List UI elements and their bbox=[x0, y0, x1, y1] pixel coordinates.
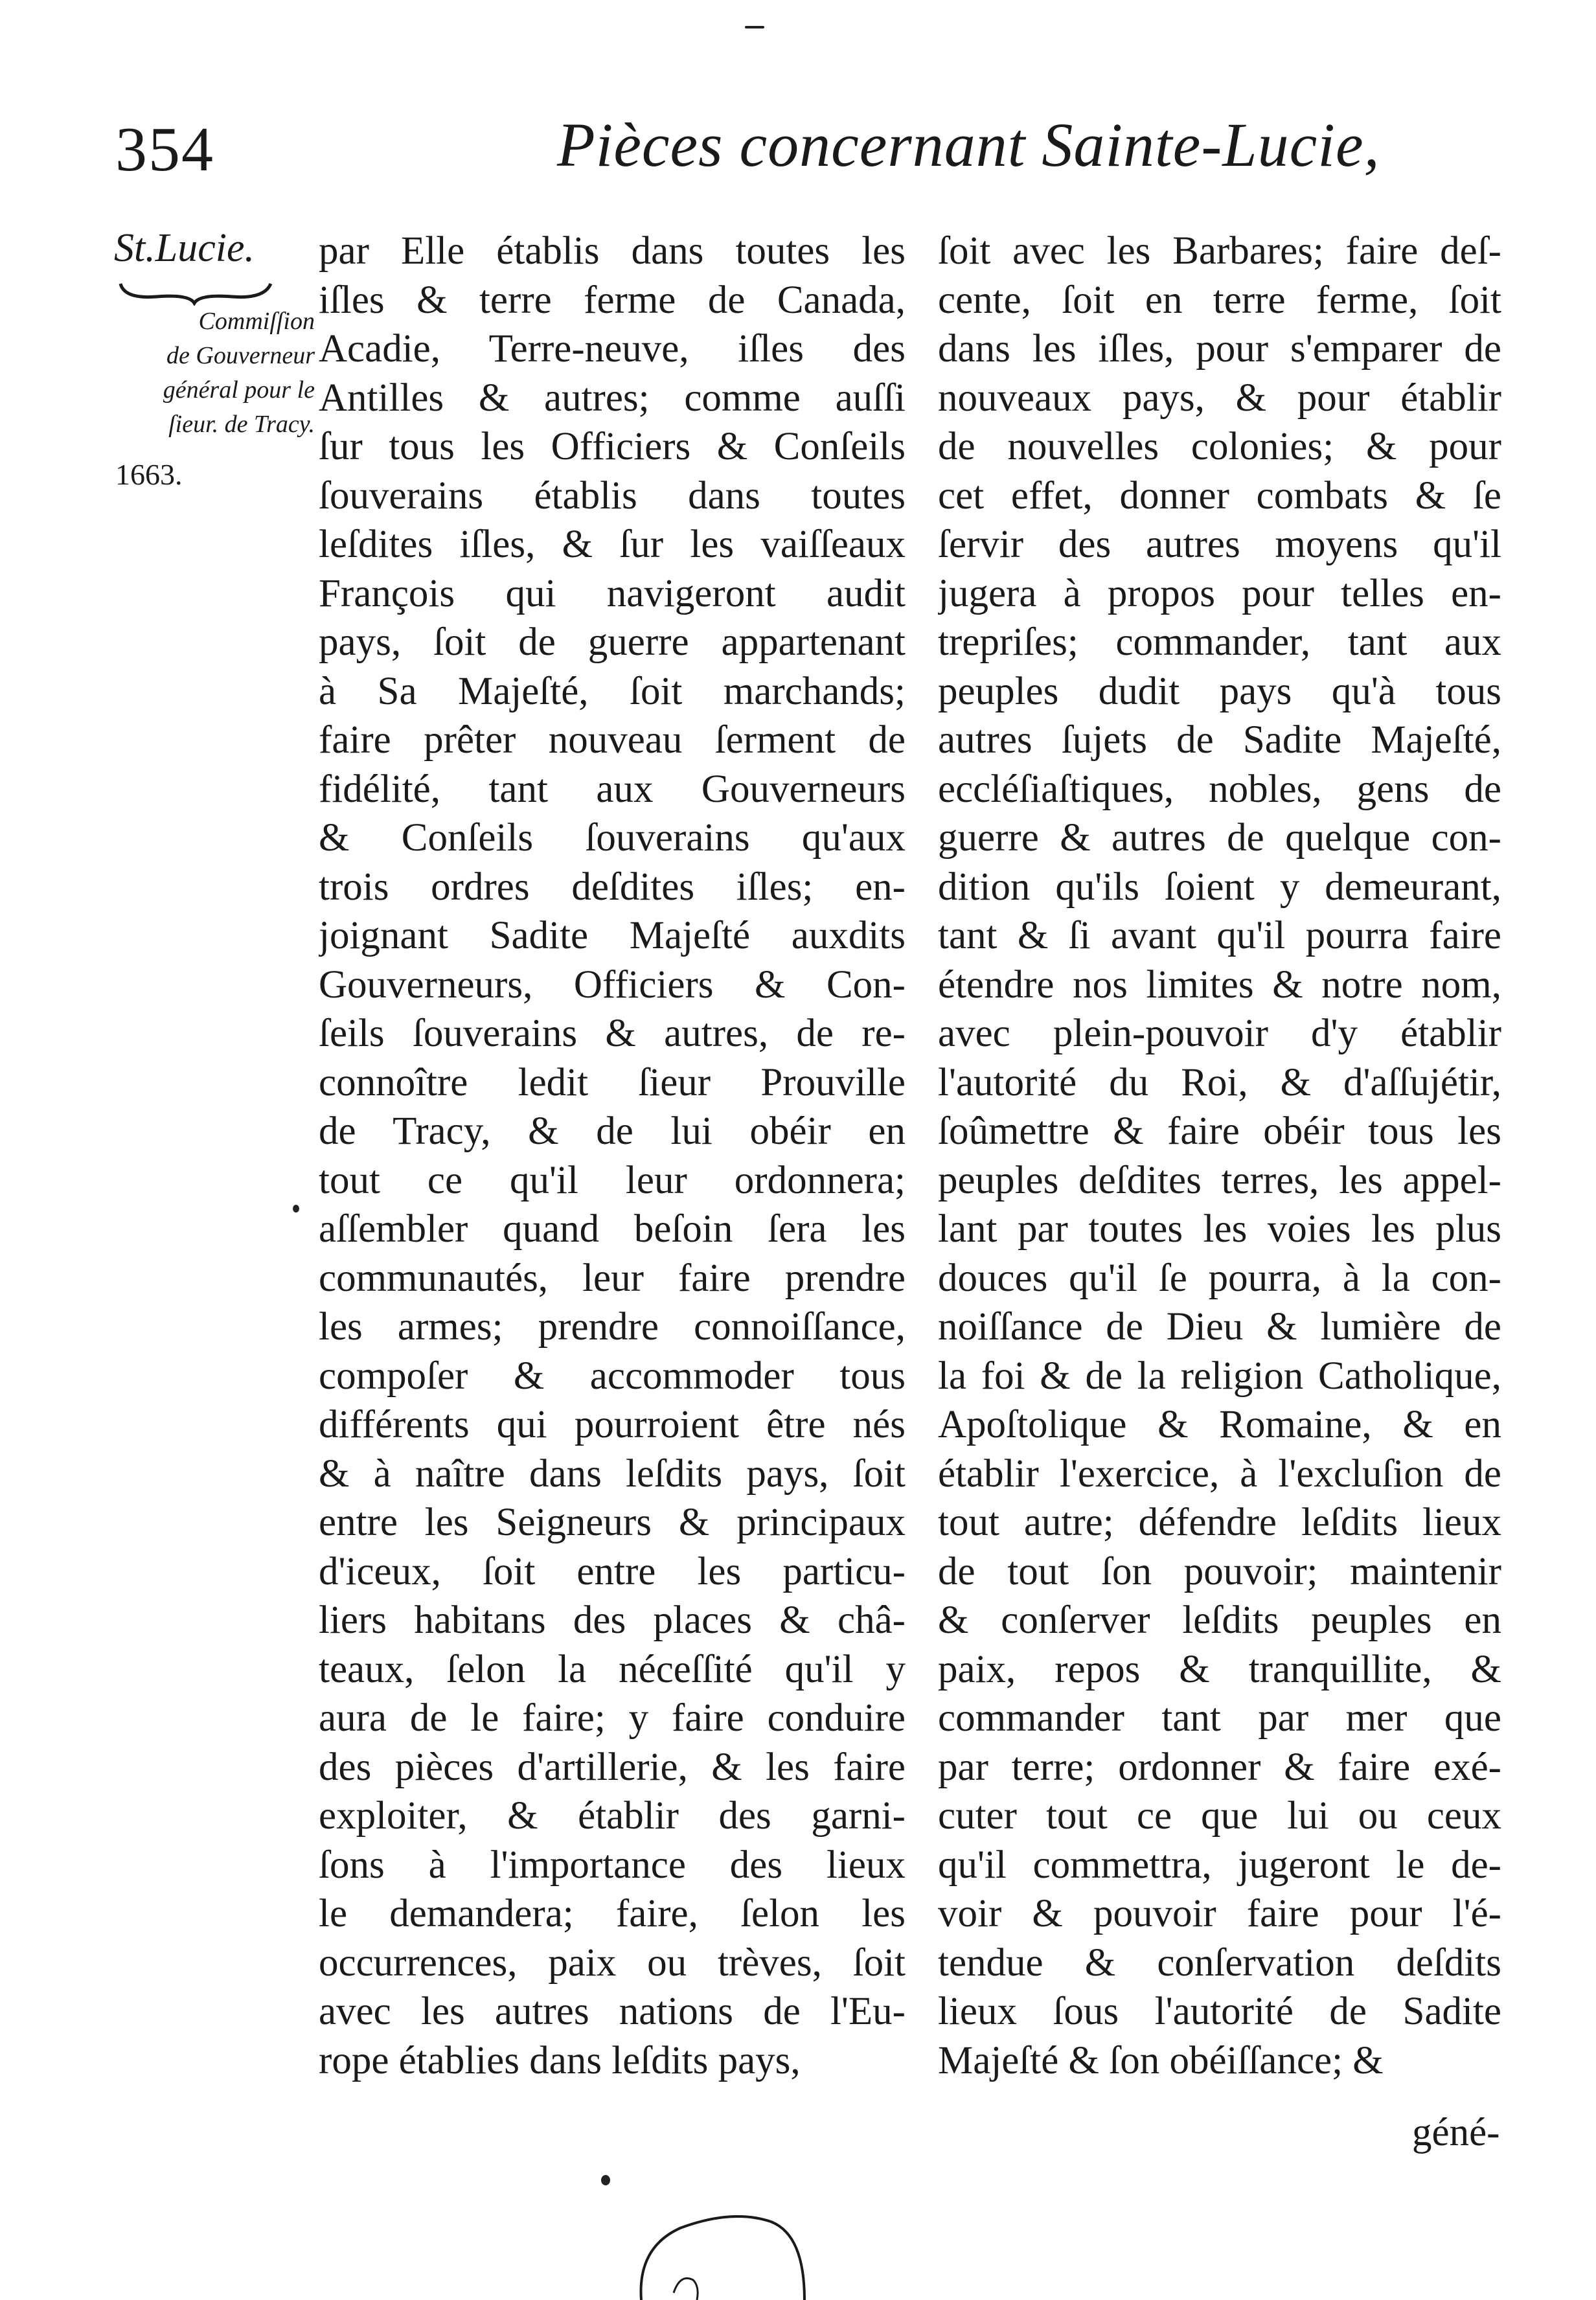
text-line: par Elle établis dans toutes les bbox=[319, 229, 906, 273]
text-line: commander tant par mer que bbox=[938, 1696, 1501, 1740]
text-line: communautés, leur faire prendre bbox=[319, 1256, 906, 1300]
text-line: & à naître dans leſdits pays, ſoit bbox=[319, 1452, 906, 1496]
text-line: paix, repos & tranquillite, & bbox=[938, 1647, 1501, 1691]
text-line: rope établies dans leſdits pays, bbox=[319, 2038, 801, 2082]
text-line: guerre & autres de quelque con- bbox=[938, 816, 1501, 860]
text-line: à Sa Majeſté, ſoit marchands; bbox=[319, 669, 906, 713]
text-line: lieux ſous l'autorité de Sadite bbox=[938, 1990, 1501, 2033]
text-line: tendue & conſervation deſdits bbox=[938, 1941, 1501, 1985]
text-line: Antilles & autres; comme auſſi bbox=[319, 376, 906, 420]
text-line: joignant Sadite Majeſté auxdits bbox=[319, 914, 906, 957]
text-line: fidélité, tant aux Gouverneurs bbox=[319, 767, 906, 811]
text-line: cet effet, donner combats & ſe bbox=[938, 473, 1501, 518]
text-line: ſeils ſouverains & autres, de re- bbox=[319, 1012, 906, 1055]
text-line: différents qui pourroient être nés bbox=[319, 1403, 906, 1446]
text-line: & conſerver leſdits peuples en bbox=[938, 1599, 1501, 1642]
text-line: entre les Seigneurs & principaux bbox=[319, 1501, 906, 1544]
text-line: iſles & terre ferme de Canada, bbox=[319, 278, 906, 322]
text-line: Apoſtolique & Romaine, & en bbox=[938, 1403, 1501, 1446]
text-line: lant par toutes les voies les plus bbox=[938, 1207, 1501, 1251]
text-line: connoître ledit ſieur Prouville bbox=[319, 1060, 906, 1104]
text-line: François qui navigeront audit bbox=[319, 571, 906, 615]
text-line: Majeſté & ſon obéiſſance; & bbox=[938, 2038, 1384, 2082]
text-line: trois ordres deſdites iſles; en- bbox=[319, 865, 906, 909]
text-line: ſons à l'importance des lieux bbox=[319, 1843, 906, 1887]
text-line: compoſer & accommoder tous bbox=[319, 1354, 906, 1398]
text-line: Acadie, Terre-neuve, iſles des bbox=[319, 327, 906, 370]
text-line: peuples deſdites terres, les appel- bbox=[938, 1158, 1501, 1202]
text-line: le demandera; faire, ſelon les bbox=[319, 1892, 906, 1935]
text-line: tout autre; défendre leſdits lieux bbox=[938, 1501, 1501, 1544]
text-line: ſur tous les Officiers & Conſeils bbox=[319, 425, 906, 468]
text-line: aura de le faire; y faire conduire bbox=[319, 1696, 906, 1740]
margin-note bbox=[114, 304, 315, 442]
text-line: occurrences, paix ou trèves, ſoit bbox=[319, 1941, 906, 1985]
margin-note-line: Commiſſion bbox=[198, 308, 315, 335]
text-line: faire prêter nouveau ſerment de bbox=[319, 718, 906, 762]
text-line: & Conſeils ſouverains qu'aux bbox=[319, 816, 906, 860]
margin-place-heading: St.Lucie. bbox=[114, 226, 255, 270]
text-line: autres ſujets de Sadite Majeſté, bbox=[938, 718, 1501, 762]
text-line: ſervir des autres moyens qu'il bbox=[938, 523, 1501, 566]
catchword: géné- bbox=[1412, 2111, 1500, 2154]
text-line: dans les iſles, pour s'emparer de bbox=[938, 327, 1501, 370]
text-line: exploiter, & établir des garni- bbox=[319, 1794, 906, 1838]
text-line: tant & ſi avant qu'il pourra faire bbox=[938, 914, 1501, 957]
text-line: dition qu'ils ſoient y demeurant, bbox=[938, 865, 1501, 909]
ink-scribble bbox=[635, 2183, 868, 2300]
right-text-column bbox=[938, 227, 1501, 2085]
ink-speck bbox=[745, 26, 764, 28]
text-line: de Tracy, & de lui obéir en bbox=[319, 1110, 906, 1153]
text-line: ſoûmettre & faire obéir tous les bbox=[938, 1110, 1501, 1153]
text-line: les armes; prendre connoiſſance, bbox=[319, 1305, 906, 1349]
text-line: trepriſes; commander, tant aux bbox=[938, 621, 1501, 664]
text-line: qu'il commettra, jugeront le de- bbox=[938, 1843, 1501, 1887]
running-title: Pièces concernant Sainte-Lucie, bbox=[557, 110, 1380, 179]
margin-note-line: de Gouverneur bbox=[166, 342, 315, 369]
text-line: douces qu'il ſe pourra, à la con- bbox=[938, 1256, 1501, 1300]
text-line: de tout ſon pouvoir; maintenir bbox=[938, 1549, 1501, 1593]
text-line: cuter tout ce que lui ou ceux bbox=[938, 1794, 1501, 1838]
text-line: noiſſance de Dieu & lumière de bbox=[938, 1305, 1501, 1349]
text-line: aſſembler quand beſoin ſera les bbox=[319, 1207, 906, 1251]
text-line: teaux, ſelon la néceſſité qu'il y bbox=[319, 1647, 906, 1691]
text-line: ſoit avec les Barbares; faire deſ- bbox=[938, 229, 1501, 273]
ink-speck bbox=[601, 2175, 610, 2185]
text-line: avec les autres nations de l'Eu- bbox=[319, 1990, 906, 2033]
left-text-column bbox=[319, 227, 906, 2085]
text-line: avec plein-pouvoir d'y établir bbox=[938, 1012, 1501, 1055]
text-line: cente, ſoit en terre ferme, ſoit bbox=[938, 278, 1501, 322]
text-line: par terre; ordonner & faire exé- bbox=[938, 1745, 1501, 1789]
text-line: eccléſiaſtiques, nobles, gens de bbox=[938, 767, 1501, 811]
text-line: nouveaux pays, & pour établir bbox=[938, 376, 1501, 420]
text-line: de nouvelles colonies; & pour bbox=[938, 425, 1501, 468]
text-line: l'autorité du Roi, & d'aſſujétir, bbox=[938, 1060, 1501, 1104]
text-line: leſdites iſles, & ſur les vaiſſeaux bbox=[319, 523, 906, 566]
margin-note-line: ſieur. de Tracy. bbox=[168, 411, 315, 438]
ink-speck bbox=[293, 1205, 299, 1213]
text-line: établir l'exercice, à l'excluſion de bbox=[938, 1452, 1501, 1496]
text-line: la foi & de la religion Catholique, bbox=[938, 1354, 1501, 1398]
page-number: 354 bbox=[115, 115, 214, 185]
margin-note-line: général pour le bbox=[163, 376, 315, 404]
text-line: d'iceux, ſoit entre les particu- bbox=[319, 1549, 906, 1593]
text-line: liers habitans des places & châ- bbox=[319, 1599, 906, 1642]
text-line: peuples dudit pays qu'à tous bbox=[938, 669, 1501, 713]
text-line: tout ce qu'il leur ordonnera; bbox=[319, 1158, 906, 1202]
text-line: étendre nos limites & notre nom, bbox=[938, 962, 1501, 1007]
text-line: Gouverneurs, Officiers & Con- bbox=[319, 962, 906, 1007]
text-line: pays, ſoit de guerre appartenant bbox=[319, 621, 906, 664]
text-line: voir & pouvoir faire pour l'é- bbox=[938, 1892, 1501, 1935]
text-line: des pièces d'artillerie, & les faire bbox=[319, 1745, 906, 1789]
text-line: jugera à propos pour telles en- bbox=[938, 571, 1501, 615]
margin-year: 1663. bbox=[115, 458, 183, 491]
margin-brace-ornament bbox=[118, 280, 273, 306]
text-line: ſouverains établis dans toutes bbox=[319, 473, 906, 518]
